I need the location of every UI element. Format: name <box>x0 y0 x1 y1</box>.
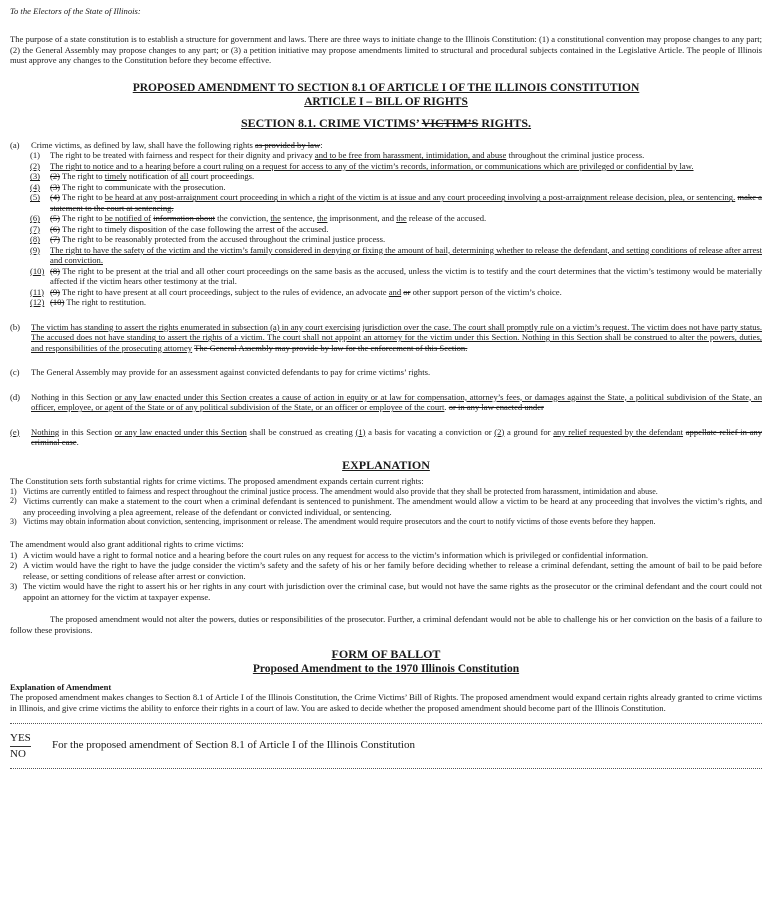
subsection-label: (c) <box>10 367 20 378</box>
section-title-text: SECTION 8.1. CRIME VICTIMS’ <box>240 115 422 130</box>
section-title-struck: VICTIM’S <box>421 115 479 130</box>
list-item: (10) (8) The right to be present at the trial and all other court proceedings on the same basis as the accused, unless the victim is to testify and the court determines that the victim’s testimony would be materially affected if the victim hears other testimony at the trial. <box>30 265 762 287</box>
salutation: To the Electors of the State of Illinois: <box>10 6 141 16</box>
list-item: 3) The victim would have the right to assert his or her rights in any court with jurisdiction over the criminal case, but would not have the same rights as the prosecutor or the criminal defendant and the court could not appoint an attorney for the victim at taxpayer expense. <box>10 581 762 602</box>
section-title-end: RIGHTS. <box>478 115 532 130</box>
no-option[interactable]: NO <box>10 748 26 761</box>
item-number: (5) <box>30 192 41 203</box>
article-title: ARTICLE I – BILL OF RIGHTS <box>304 95 468 108</box>
list-item: 2) Victims currently can make a statement to the court when a criminal defendant is sentenced to punishment. The amendment would allow a victim to be heard at any proceeding that involves the victim’s rights, and any proceeding involving a plea agreement, release of the defendant or convicted individual, or sentencing. <box>10 496 762 517</box>
item-number: (1) <box>30 150 41 161</box>
list-item: 1) Victims are currently entitled to fairness and respect throughout the criminal justice process. The amendment would also provide that they shall be protected from harassment, intimidation and abuse. <box>10 486 658 496</box>
lead-text: Crime victims, as defined by law, shall have the following rights <box>31 139 256 150</box>
item-number: (12) <box>30 297 45 308</box>
explanation-of-amendment-text: The proposed amendment makes changes to Section 8.1 of Article I of the Illinois Constitution, the Crime Victims’ Bill of Rights. The proposed amendment would expand certain rights already granted to crime victims in Illinois, and give crime victims the ability to enforce their rights in a court of law. You are asked to decide whether the proposed amendment should become part of the Illinois Constitution. <box>10 692 762 713</box>
current-rights-list <box>10 487 762 527</box>
dotted-divider <box>10 768 762 769</box>
subsection-a <box>10 140 762 150</box>
subsection-d: (d) Nothing in this Section or any law enacted under this Section creates a cause of action in equity or at law for compensation, attorney’s fees, or damages against the State, a political subdivision of the State, an officer, employee, or agent of the State or of any political subdivision of the State, or an officer or employee of the court. or in any law enacted under <box>10 391 762 413</box>
item-number: (6) <box>30 213 41 224</box>
explanation-closing: The proposed amendment would not alter the powers, duties or responsibilities of the prosecutor. Further, a criminal defendant would not be able to challenge his or her conviction on the basis of a failure to follow these provisions. <box>10 614 762 635</box>
explanation-of-amendment-heading: Explanation of Amendment <box>10 681 112 692</box>
item-number: (9) <box>30 244 41 255</box>
explanation-intro: The Constitution sets forth substantial rights for crime victims. The proposed amendment expands certain current rights: <box>10 476 424 487</box>
additional-rights-intro: The amendment would also grant additional rights to crime victims: <box>10 539 244 550</box>
explanation-heading: EXPLANATION <box>342 457 430 472</box>
item-number: (7) <box>30 223 41 234</box>
item-number: (2) <box>30 160 41 171</box>
ballot-question <box>10 724 762 768</box>
list-item: (2) The right to notice and to a hearing before a court ruling on a request for access to any of the victim’s records, information, or communications which are privileged or confidential by law. <box>30 160 694 171</box>
subsection-label: (b) <box>10 321 21 332</box>
amendment-title: PROPOSED AMENDMENT TO SECTION 8.1 OF ARTICLE I OF THE ILLINOIS CONSTITUTION <box>132 81 640 94</box>
list-item: (12) (10) The right to restitution. <box>30 297 147 308</box>
subsection-label: (e) <box>10 426 20 437</box>
intro-paragraph: The purpose of a state constitution is to establish a structure for government and laws. There are three ways to initiate change to the Illinois Constitution: (1) a constitutional convention may propose changes to any part; (2) the General Assembly may propose changes to any part; or (3) a petition initiative may propose amendments limited to structural and procedural subjects contained in the Legislative Article. The people of Illinois must approve any changes to the Constitution before they become effective. <box>10 34 762 66</box>
list-item: (5) (4) The right to be heard at any post-arraignment court proceeding in which a right of the victim is at issue and any court proceeding involving a post-arraignment release decision, plea, or sentencing. make a statement to the court at sentencing. <box>30 192 762 213</box>
list-item: (1) The right to be treated with fairness and respect for their dignity and privacy and to be free from harassment, intimidation, and abuse throughout the criminal justice process. <box>30 150 645 161</box>
list-item: (3) (2) The right to timely notification of all court proceedings. <box>30 171 255 182</box>
subsection-label: (a) <box>10 139 20 150</box>
rights-list <box>30 150 762 307</box>
additional-rights-list <box>10 550 762 602</box>
list-item: (7) (6) The right to timely disposition of the case following the arrest of the accused. <box>30 223 329 234</box>
ballot-document <box>10 6 762 769</box>
item-number: (10) <box>30 265 45 276</box>
list-item: (6) (5) The right to be notified of information about the conviction, the sentence, the imprisonment, and the release of the accused. <box>30 213 487 224</box>
item-number: (4) <box>30 181 41 192</box>
ballot-question-text: For the proposed amendment of Section 8.1 of Article I of the Illinois Constitution <box>52 739 415 752</box>
list-item: (4) (3) The right to communicate with the prosecution. <box>30 181 226 192</box>
subsection-b: (b) The victim has standing to assert the rights enumerated in subsection (a) in any court exercising jurisdiction over the case. The court shall promptly rule on a victim’s request. The victim does not have party status. The accused does not have standing to assert the rights of a victim. The court shall not appoint an attorney for the victim under this Section. Nothing in this Section shall be construed to alter the powers, duties, and responsibilities of the prosecuting attorney The General Assembly may provide by law for the enforcement of this Section. <box>10 321 762 353</box>
yes-option[interactable]: YES <box>10 731 31 747</box>
item-number: (8) <box>30 234 41 245</box>
list-item: 3) Victims may obtain information about conviction, sentencing, imprisonment or release. The amendment would require prosecutors and the court to notify victims of those events before they happen. <box>10 517 656 527</box>
item-number: (11) <box>30 286 44 297</box>
list-item: (11) (9) The right to have present at all court proceedings, subject to the rules of evidence, an advocate and or other support person of the victim’s choice. <box>30 286 562 297</box>
subsection-a-lead <box>31 140 762 150</box>
section-title <box>10 116 762 130</box>
ballot-heading: FORM OF BALLOT <box>331 647 441 661</box>
lead-struck: as provided by law <box>255 139 321 150</box>
item-number: (3) <box>30 171 41 182</box>
list-item: (8) (7) The right to be reasonably protected from the accused throughout the criminal justice process. <box>30 234 386 245</box>
subsection-e: (e) Nothing in this Section or any law enacted under this Section shall be construed as creating (1) a basis for vacating a conviction or (2) a ground for any relief requested by the defendant appellate relief in any criminal case. <box>10 426 762 448</box>
subsection-c: (c) The General Assembly may provide for an assessment against convicted defendants to pay for crime victims’ rights. <box>10 367 431 378</box>
lead-end: : <box>320 139 323 150</box>
ballot-subheading: Proposed Amendment to the 1970 Illinois Constitution <box>252 662 520 675</box>
subsection-label: (d) <box>10 391 21 402</box>
list-item: 1) A victim would have a right to formal notice and a hearing before the court rules on any request for access to the victim’s information which is privileged or confidential information. <box>10 549 649 560</box>
list-item: 2) A victim would have the right to have the judge consider the victim’s safety and the safety of his or her family before deciding whether to release a criminal defendant, setting the amount of bail to be paid before release, or setting conditions of release after arrest or conviction. <box>10 560 762 581</box>
list-item: (9) The right to have the safety of the victim and the victim’s family considered in denying or fixing the amount of bail, determining whether to release the defendant, and setting conditions of release after arrest and conviction. <box>30 244 762 266</box>
